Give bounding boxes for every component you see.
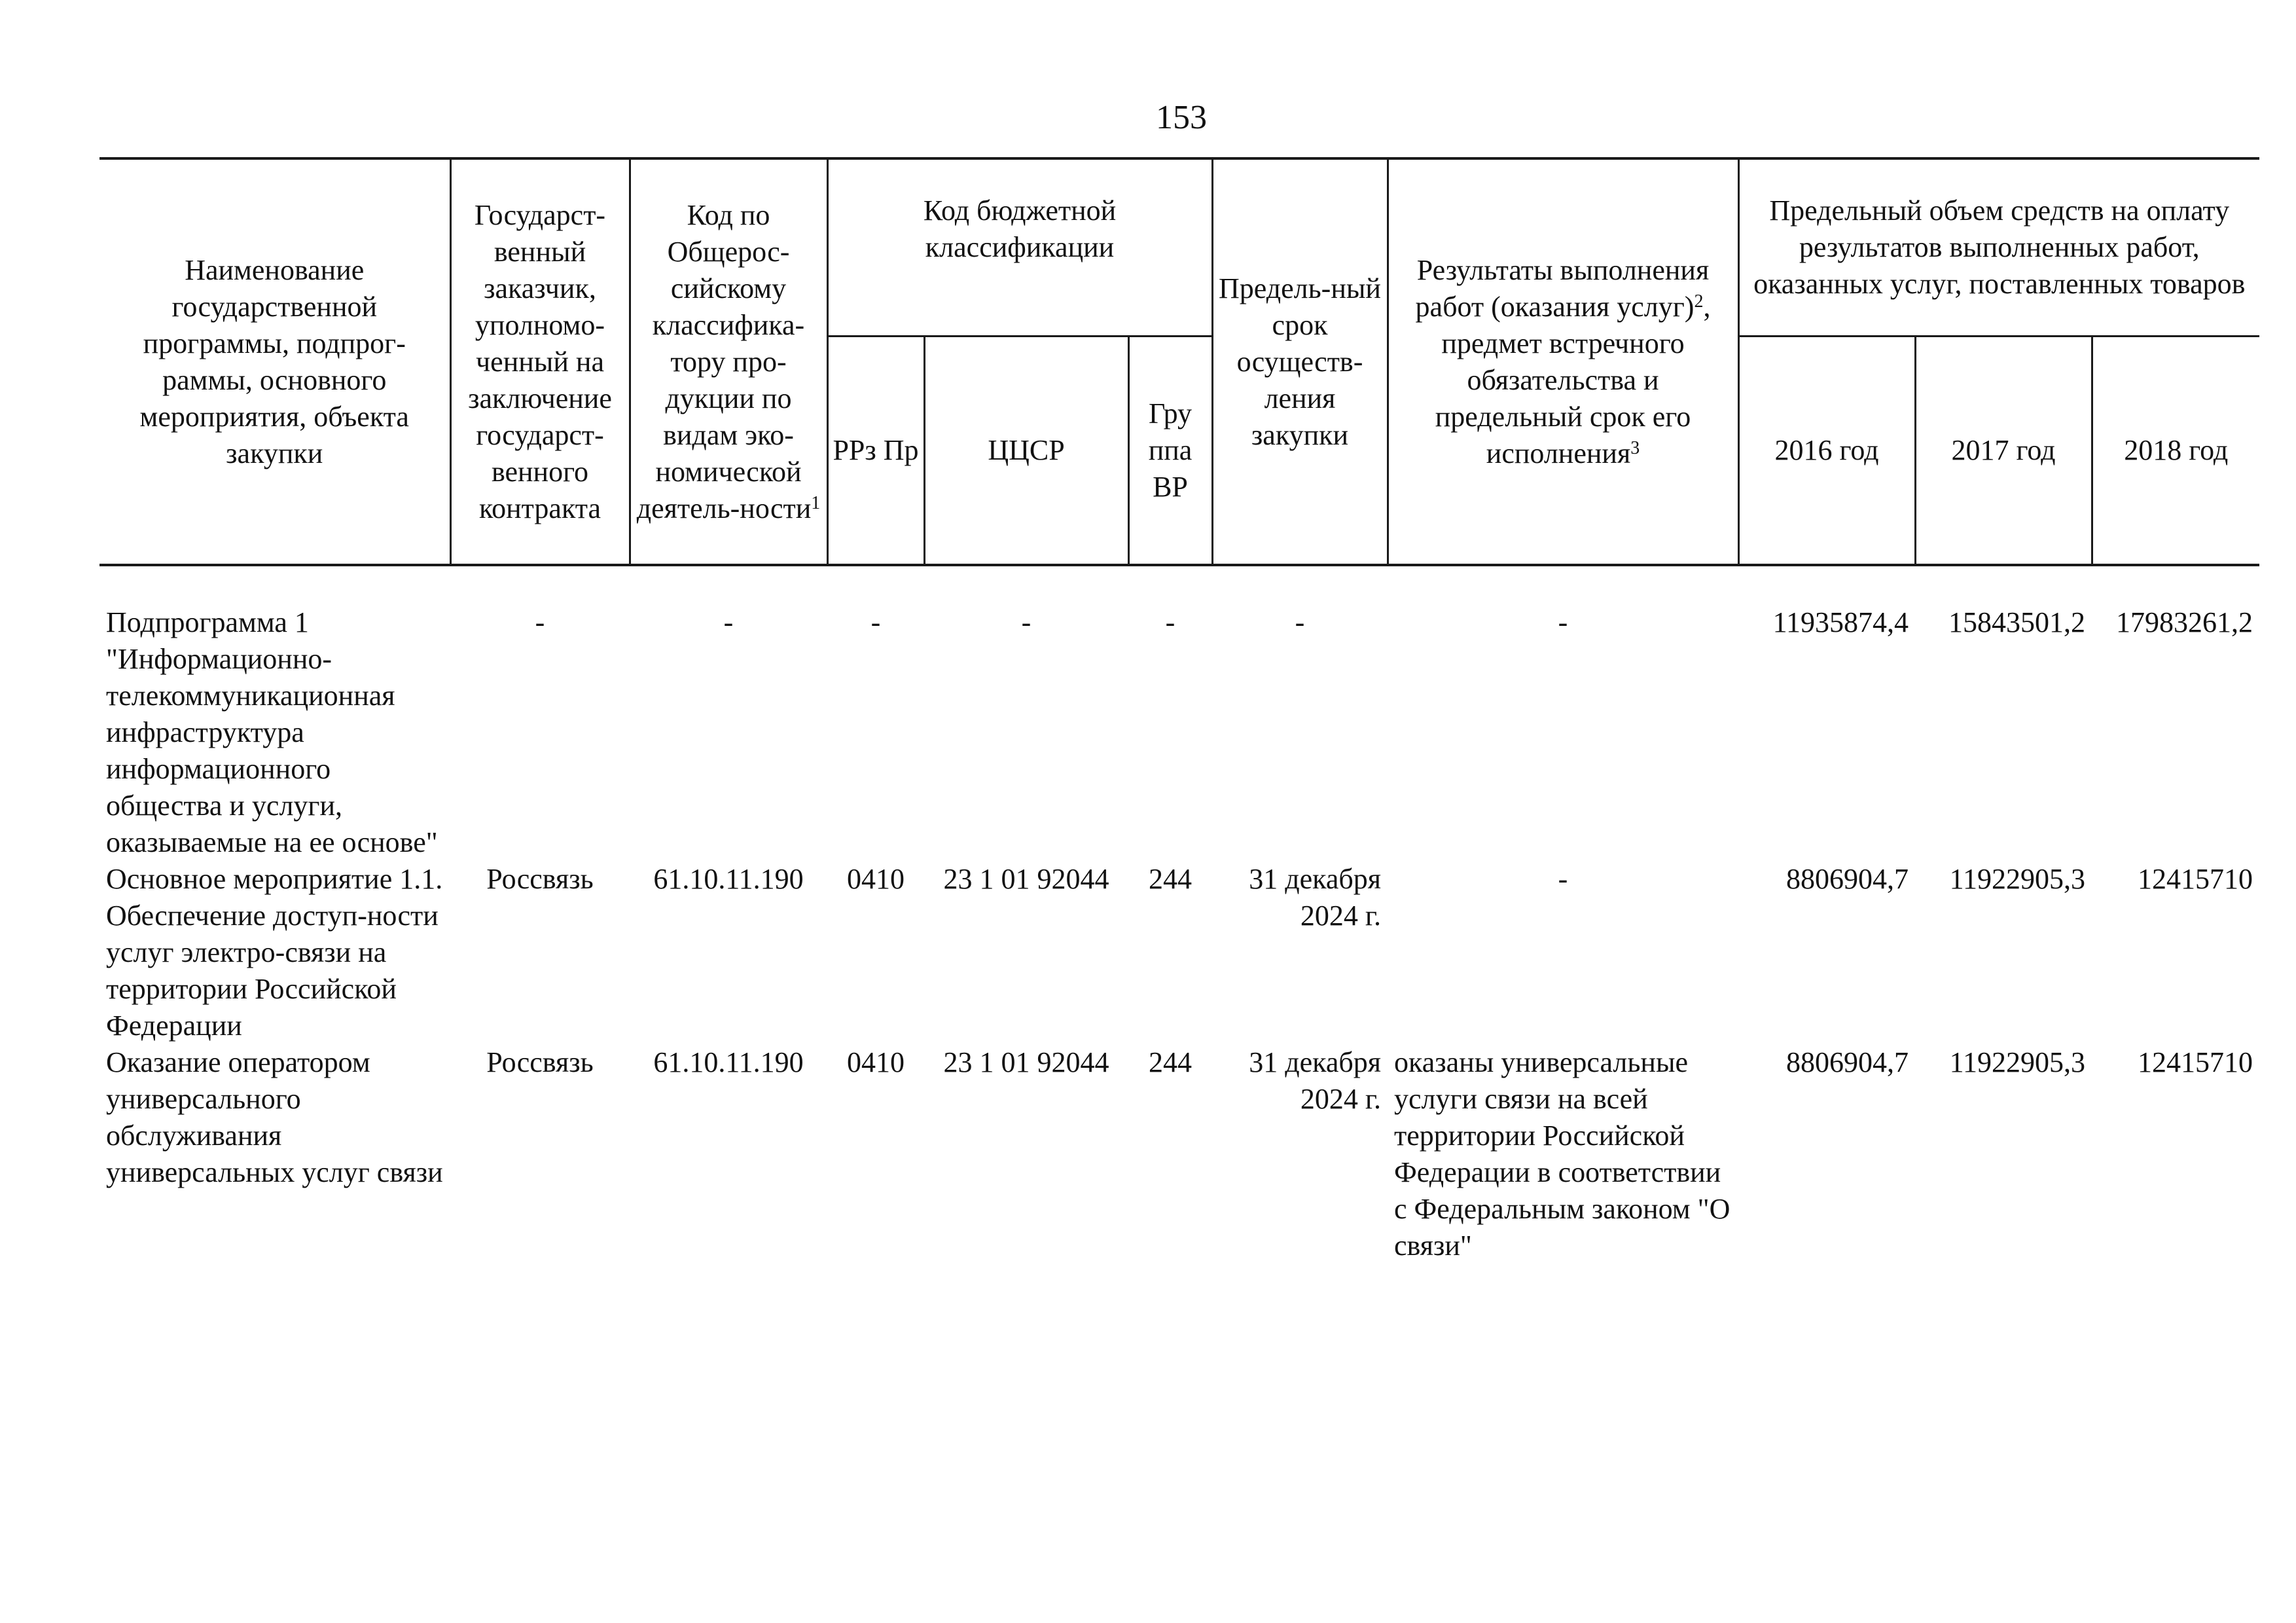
cell-deadline: 31 декабря 2024 г. bbox=[1249, 863, 1381, 932]
cell-name: Оказание оператором универсального обслуживания универсальных услуг связи bbox=[106, 1046, 443, 1188]
footnote-mark-2: 2 bbox=[1694, 291, 1704, 312]
cell-vr: 244 bbox=[1149, 863, 1192, 895]
cell-rzpr: 0410 bbox=[847, 1046, 905, 1078]
procurement-table bbox=[99, 157, 2259, 1264]
header-deadline: Предель-ный срок осуществ-ления закупки bbox=[1212, 158, 1388, 565]
cell-csr: - bbox=[1021, 606, 1031, 638]
table-row bbox=[99, 861, 2259, 1044]
cell-csr: 23 1 01 92044 bbox=[943, 1046, 1109, 1078]
cell-vr: 244 bbox=[1149, 1046, 1192, 1078]
cell-2016: 8806904,7 bbox=[1786, 863, 1909, 895]
table-body bbox=[99, 565, 2259, 1264]
cell-2017: 15843501,2 bbox=[1948, 606, 2085, 638]
cell-deadline: 31 декабря 2024 г. bbox=[1249, 1046, 1381, 1115]
cell-2018: 12415710 bbox=[2138, 863, 2253, 895]
cell-2018: 17983261,2 bbox=[2116, 606, 2253, 638]
header-year-2018: 2018 год bbox=[2092, 337, 2259, 566]
cell-customer: Россвязь bbox=[486, 1046, 594, 1078]
cell-results: - bbox=[1558, 606, 1568, 638]
cell-deadline: - bbox=[1295, 606, 1305, 638]
footnote-mark-3: 3 bbox=[1630, 437, 1640, 458]
cell-rzpr: 0410 bbox=[847, 863, 905, 895]
cell-customer: Россвязь bbox=[486, 863, 594, 895]
table-row bbox=[99, 604, 2259, 861]
header-name: Наименование государственной программы, подпрог-раммы, основного мероприятия, объекта закупки bbox=[99, 158, 450, 565]
header-csr: ЦЦСР bbox=[924, 337, 1128, 566]
cell-okpd: - bbox=[723, 606, 734, 638]
cell-okpd: 61.10.11.190 bbox=[653, 1046, 804, 1078]
header-okpd-text: Код по Общерос-сийскому классифика-тору про-дукции по видам эко-номической деятель-ности bbox=[636, 198, 812, 524]
header-okpd bbox=[630, 158, 827, 565]
procurement-table-container bbox=[99, 157, 2259, 1264]
header-vr: Гру ппа ВР bbox=[1128, 337, 1212, 566]
cell-name: Подпрограмма 1 "Информационно-телекоммуникационная инфраструктура информационного общества и услуги, оказываемые на ее основе" bbox=[106, 606, 438, 858]
table-row bbox=[99, 1044, 2259, 1264]
cell-csr: 23 1 01 92044 bbox=[943, 863, 1109, 895]
header-rzpr: РРз Пр bbox=[827, 337, 924, 566]
cell-name: Основное мероприятие 1.1. Обеспечение доступ-ности услуг электро-связи на территории Российской Федерации bbox=[106, 863, 443, 1042]
page-number: 153 bbox=[1156, 99, 1207, 136]
footnote-mark-1: 1 bbox=[811, 492, 821, 513]
cell-customer: - bbox=[535, 606, 545, 638]
header-year-2017: 2017 год bbox=[1915, 337, 2092, 566]
cell-2018: 12415710 bbox=[2138, 1046, 2253, 1078]
header-limit: Предельный объем средств на оплату результатов выполненных работ, оказанных услуг, поставленных товаров bbox=[1738, 158, 2259, 337]
cell-okpd: 61.10.11.190 bbox=[653, 863, 804, 895]
header-budget-code: Код бюджетной классификации bbox=[827, 158, 1212, 337]
cell-2016: 11935874,4 bbox=[1772, 606, 1909, 638]
cell-vr: - bbox=[1165, 606, 1175, 638]
header-results-text-b: , предмет встречного обязательства и предельный срок его исполнения bbox=[1435, 290, 1711, 469]
cell-2016: 8806904,7 bbox=[1786, 1046, 1909, 1078]
header-results-text-a: Результаты выполнения работ (оказания услуг) bbox=[1415, 253, 1710, 323]
header-year-2016: 2016 год bbox=[1738, 337, 1915, 566]
header-customer: Государст-венный заказчик, уполномо-ченный на заключение государст-венного контракта bbox=[450, 158, 630, 565]
header-results bbox=[1388, 158, 1738, 565]
cell-2017: 11922905,3 bbox=[1949, 863, 2085, 895]
cell-results: - bbox=[1558, 863, 1568, 895]
table-header bbox=[99, 158, 2259, 565]
cell-rzpr: - bbox=[870, 606, 881, 638]
cell-results: оказаны универсальные услуги связи на всей территории Российской Федерации в соответствии с Федеральным законом "О связи" bbox=[1394, 1046, 1731, 1262]
cell-2017: 11922905,3 bbox=[1949, 1046, 2085, 1078]
